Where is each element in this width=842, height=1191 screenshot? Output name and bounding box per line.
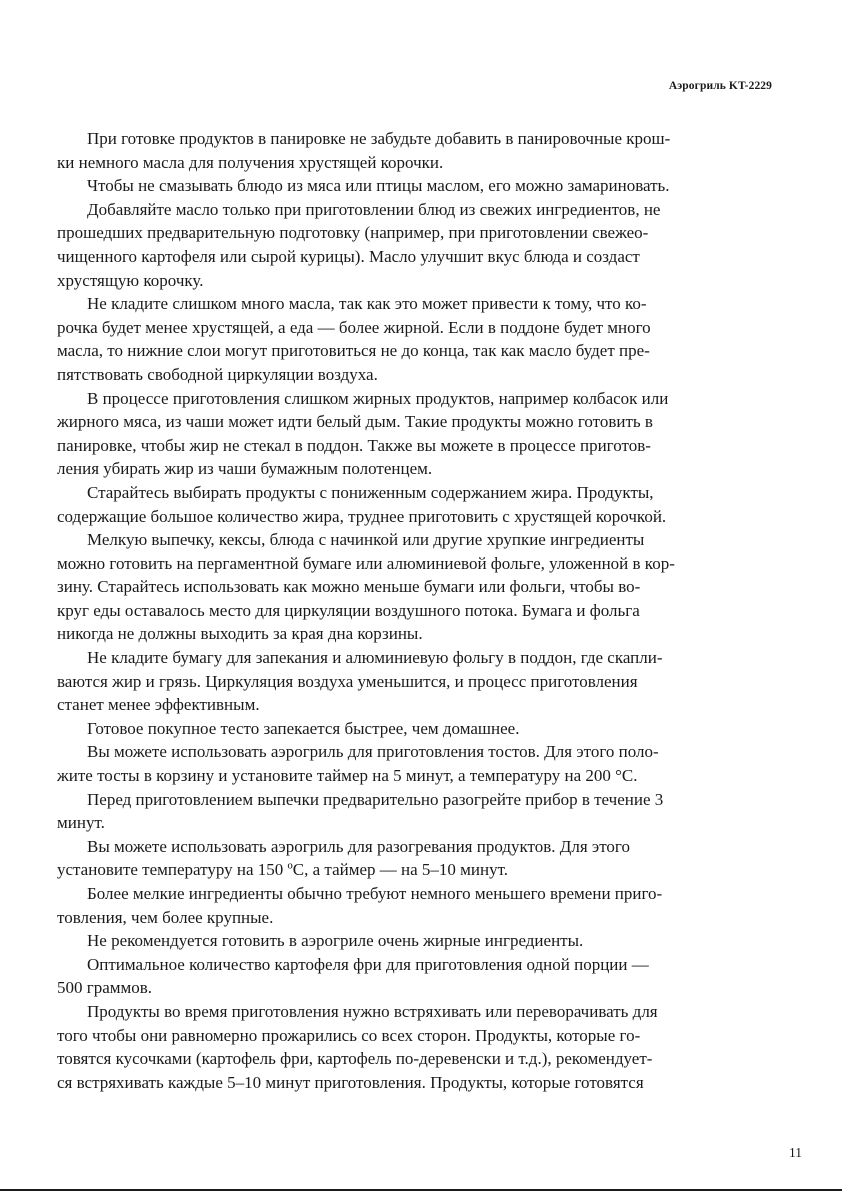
text-line: круг еды оставалось место для циркуляции воздушного потока. Бумага и фольга [57, 600, 640, 620]
text-line: ваются жир и грязь. Циркуляция воздуха уменьшится, и процесс приготовления [57, 671, 638, 691]
text-line: панировке, чтобы жир не стекал в поддон. Также вы можете в процессе приготов- [57, 435, 651, 455]
body-text [57, 127, 772, 1094]
text-line: можно готовить на пергаментной бумаге или алюминиевой фольге, уложенной в кор- [57, 553, 675, 573]
text-line: минут. [57, 813, 105, 833]
text-line: ки немного масла для получения хрустящей корочки. [57, 152, 444, 172]
text-line: зину. Старайтесь использовать как можно меньше бумаги или фольги, чтобы во- [57, 577, 641, 597]
text-line: Добавляйте масло только при приготовлении блюд из свежих ингредиентов, не [87, 199, 661, 219]
text-line: Перед приготовлением выпечки предварительно разогрейте прибор в течение 3 [87, 789, 664, 809]
text-line: Мелкую выпечку, кексы, блюда с начинкой или другие хрупкие ингредиенты [87, 530, 645, 550]
text-line: Не рекомендуется готовить в аэрогриле очень жирные ингредиенты. [87, 931, 584, 951]
text-line: товятся кусочками (картофель фри, картофель по-деревенски и т.д.), рекомендует- [57, 1049, 653, 1069]
running-header: Аэрогриль KT-2229 [668, 80, 772, 92]
text-line: рочка будет менее хрустящей, а еда — более жирной. Если в поддоне будет много [57, 317, 651, 337]
text-line: Не кладите слишком много масла, так как это может привести к тому, что ко- [87, 294, 647, 314]
text-line: Более мелкие ингредиенты обычно требуют немного меньшего времени приго- [87, 884, 663, 903]
text-line: ления убирать жир из чаши бумажным полотенцем. [57, 459, 433, 479]
text-line: 500 граммов. [57, 978, 153, 998]
text-line: содержащие большое количество жира, труднее приготовить с хрустящей корочкой. [57, 506, 667, 526]
text-line: Продукты во время приготовления нужно встряхивать или переворачивать для [87, 1001, 658, 1021]
text-line: Старайтесь выбирать продукты с пониженным содержанием жира. Продукты, [87, 482, 654, 502]
text-line: Вы можете использовать аэрогриль для разогревания продуктов. Для этого [87, 836, 630, 856]
text-line: Не кладите бумагу для запекания и алюминиевую фольгу в поддон, где скапли- [87, 648, 663, 668]
text-line: Оптимальное количество картофеля фри для приготовления одной порции — [87, 954, 649, 974]
text-line: При готовке продуктов в панировке не забудьте добавить в панировочные крош- [87, 129, 671, 148]
text-line: чищенного картофеля или сырой курицы). Масло улучшит вкус блюда и создаст [57, 246, 640, 266]
text-line: жирного мяса, из чаши может идти белый дым. Такие продукты можно готовить в [57, 412, 653, 432]
page-number: 11 [789, 1145, 802, 1160]
text-line: Готовое покупное тесто запекается быстрее, чем домашнее. [87, 718, 520, 738]
text-line: масла, то нижние слои могут приготовиться не до конца, так как масло будет пре- [57, 341, 650, 361]
text-line: того чтобы они равномерно прожарились со всех сторон. Продукты, которые го- [57, 1025, 641, 1045]
text-line: жите тосты в корзину и установите таймер на 5 минут, а температуру на 200 °C. [57, 766, 638, 786]
text-line: станет менее эффективным. [57, 695, 260, 715]
text-line: прошедших предварительную подготовку (например, при приготовлении свежео- [57, 223, 649, 243]
text-line: пятствовать свободной циркуляции воздуха. [57, 364, 378, 384]
text-line: товления, чем более крупные. [57, 907, 274, 927]
text-line: установите температуру на 150 ºC, а таймер — на 5–10 минут. [57, 860, 509, 880]
text-line: хрустящую корочку. [57, 270, 204, 290]
text-line: никогда не должны выходить за края дна корзины. [57, 624, 423, 644]
text-line: ся встряхивать каждые 5–10 минут приготовления. Продукты, которые готовятся [57, 1072, 644, 1092]
text-line: Вы можете использовать аэрогриль для приготовления тостов. Для этого поло- [87, 742, 659, 762]
text-line: В процессе приготовления слишком жирных продуктов, например колбасок или [87, 388, 669, 408]
text-line: Чтобы не смазывать блюдо из мяса или птицы маслом, его можно замариновать. [87, 176, 670, 196]
